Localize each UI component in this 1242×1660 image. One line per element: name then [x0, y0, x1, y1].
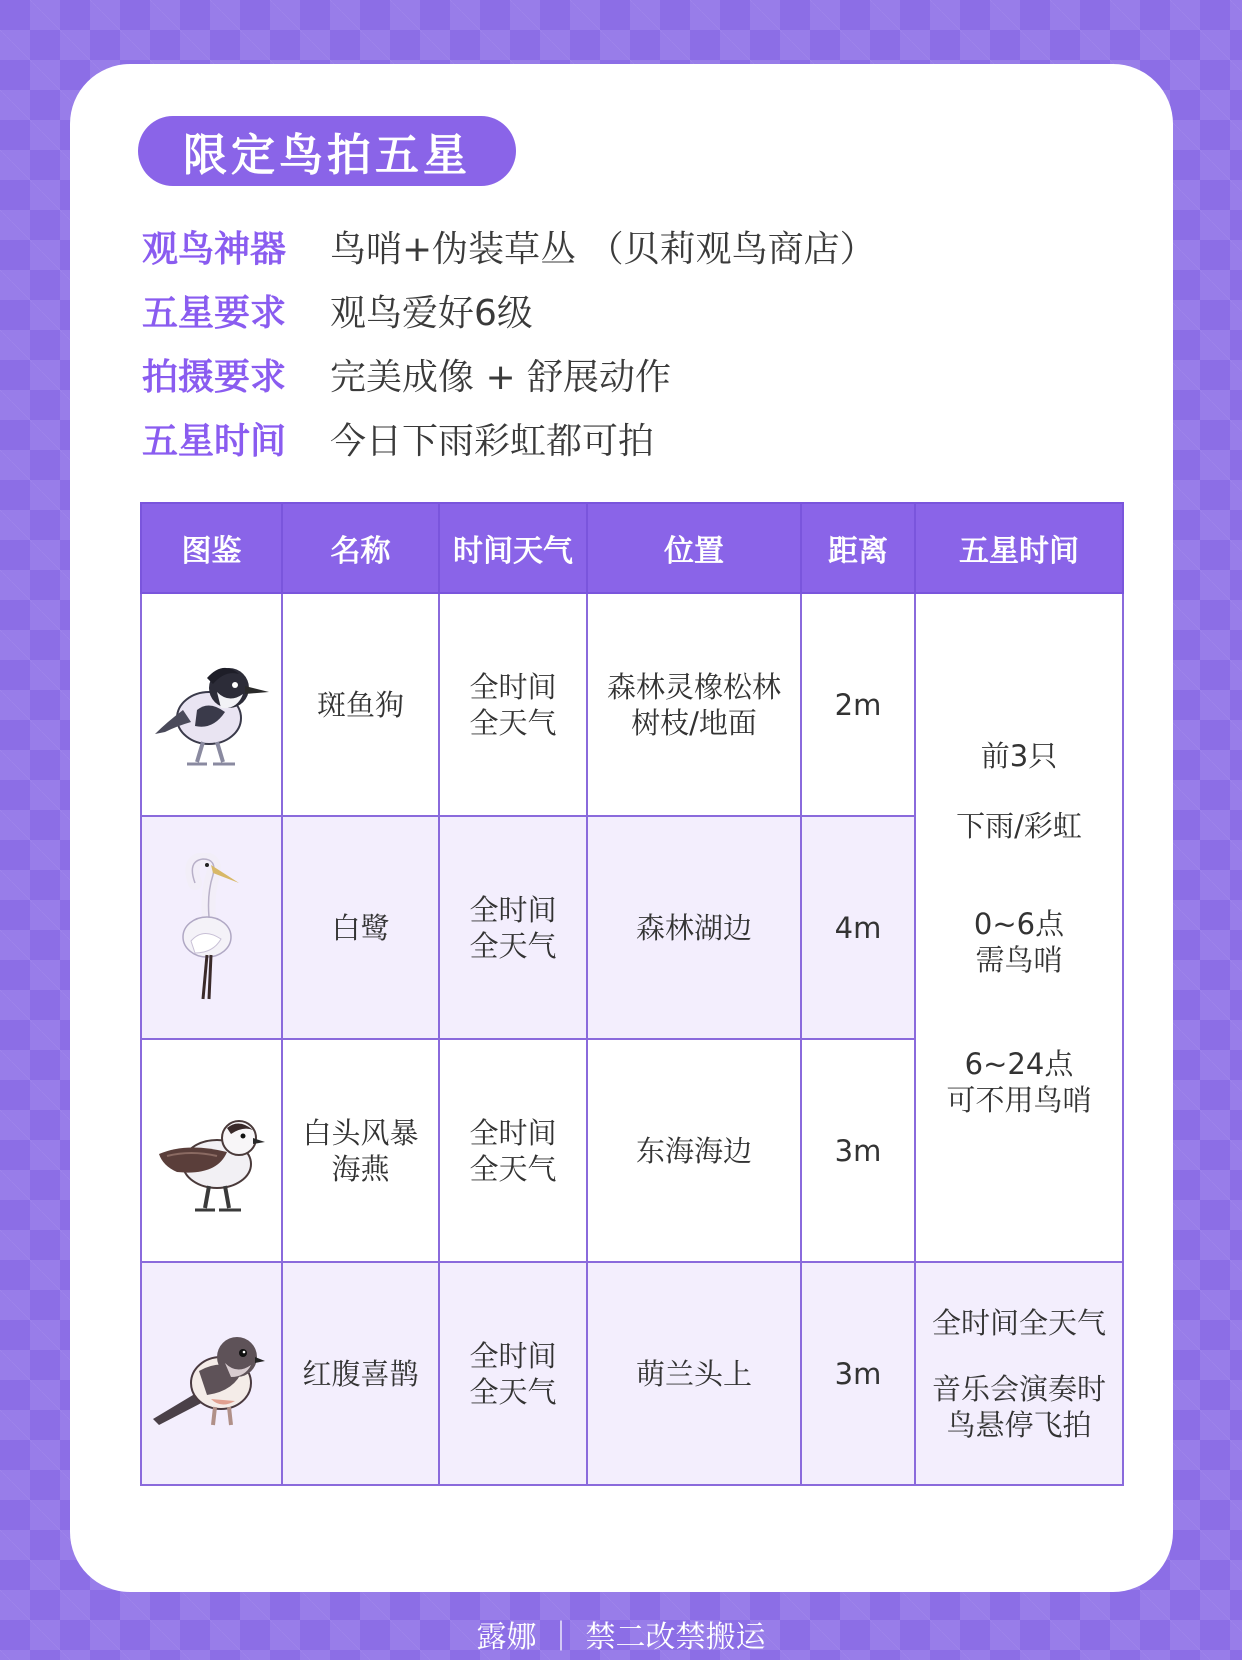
weather-line: 全时间	[469, 1115, 557, 1150]
bird-location: 东海海边	[587, 1039, 801, 1262]
table-row	[141, 593, 1123, 816]
weather-line: 全天气	[469, 928, 557, 963]
five-star-line: 下雨/彩虹	[956, 808, 1082, 843]
five-star-line: 前3只	[980, 738, 1058, 773]
location-line: 树枝/地面	[631, 705, 757, 740]
bird-distance: 4m	[801, 816, 915, 1039]
five-star-line: 6~24点	[964, 1046, 1074, 1081]
location-line: 森林灵橡松林	[606, 669, 781, 704]
content-card	[70, 64, 1173, 1592]
pied-kingfisher-icon	[147, 630, 277, 780]
bird-distance: 3m	[801, 1039, 915, 1262]
bird-name: 白鹭	[282, 816, 439, 1039]
bird-location	[587, 593, 801, 816]
bird-table	[140, 502, 1124, 1486]
five-star-line: 0~6点	[973, 906, 1065, 941]
info-value: 鸟哨+伪装草丛 （贝莉观鸟商店）	[330, 228, 876, 270]
footer-credit: 露娜 ｜ 禁二改禁搬运	[476, 1620, 766, 1655]
bird-distance: 3m	[801, 1262, 915, 1485]
info-value: 观鸟爱好6级	[330, 292, 533, 334]
bird-image-cell	[141, 816, 282, 1039]
weather-line: 全时间	[469, 1338, 557, 1373]
bird-name: 斑鱼狗	[282, 593, 439, 816]
header-cell: 距离	[801, 503, 915, 593]
info-key: 五星时间	[142, 420, 287, 462]
header-cell: 图鉴	[141, 503, 282, 593]
five-star-line: 需鸟哨	[975, 942, 1063, 977]
page-title: 限定鸟拍五星	[138, 116, 516, 186]
bird-weather	[439, 816, 587, 1039]
info-key: 观鸟神器	[142, 228, 287, 270]
storm-petrel-icon	[147, 1076, 277, 1226]
header-cell: 五星时间	[915, 503, 1123, 593]
name-line: 海燕	[331, 1151, 390, 1186]
weather-line: 全天气	[469, 1151, 557, 1186]
bird-distance: 2m	[801, 593, 915, 816]
info-key: 拍摄要求	[142, 356, 287, 398]
info-key: 五星要求	[142, 292, 287, 334]
magpie-icon	[147, 1299, 277, 1449]
weather-line: 全时间	[469, 669, 557, 704]
five-star-line: 全时间全天气	[931, 1305, 1106, 1340]
header-cell: 时间天气	[439, 503, 587, 593]
weather-line: 全天气	[469, 1374, 557, 1409]
info-value: 完美成像 + 舒展动作	[330, 356, 672, 398]
bird-location: 森林湖边	[587, 816, 801, 1039]
info-row-time	[142, 406, 876, 470]
bird-weather	[439, 1039, 587, 1262]
five-star-line: 音乐会演奏时	[931, 1371, 1106, 1406]
bird-location: 萌兰头上	[587, 1262, 801, 1485]
five-star-line: 鸟悬停飞拍	[946, 1407, 1092, 1442]
table-row	[141, 1262, 1123, 1485]
name-line: 白头风暴	[302, 1115, 419, 1150]
info-row-tool	[142, 214, 876, 278]
info-list	[142, 214, 876, 470]
five-star-time-cell	[915, 593, 1123, 1262]
info-row-photo	[142, 342, 876, 406]
info-value: 今日下雨彩虹都可拍	[330, 420, 655, 462]
header-cell: 位置	[587, 503, 801, 593]
five-star-time-cell	[915, 1262, 1123, 1485]
bird-image-cell	[141, 1262, 282, 1485]
weather-line: 全时间	[469, 892, 557, 927]
egret-icon	[147, 853, 277, 1003]
table-header-row	[141, 503, 1123, 593]
header-cell: 名称	[282, 503, 439, 593]
info-row-requirement	[142, 278, 876, 342]
weather-line: 全天气	[469, 705, 557, 740]
bird-name: 红腹喜鹊	[282, 1262, 439, 1485]
bird-name	[282, 1039, 439, 1262]
five-star-line: 可不用鸟哨	[946, 1082, 1092, 1117]
bird-image-cell	[141, 593, 282, 816]
bird-weather	[439, 593, 587, 816]
bird-image-cell	[141, 1039, 282, 1262]
bird-weather	[439, 1262, 587, 1485]
